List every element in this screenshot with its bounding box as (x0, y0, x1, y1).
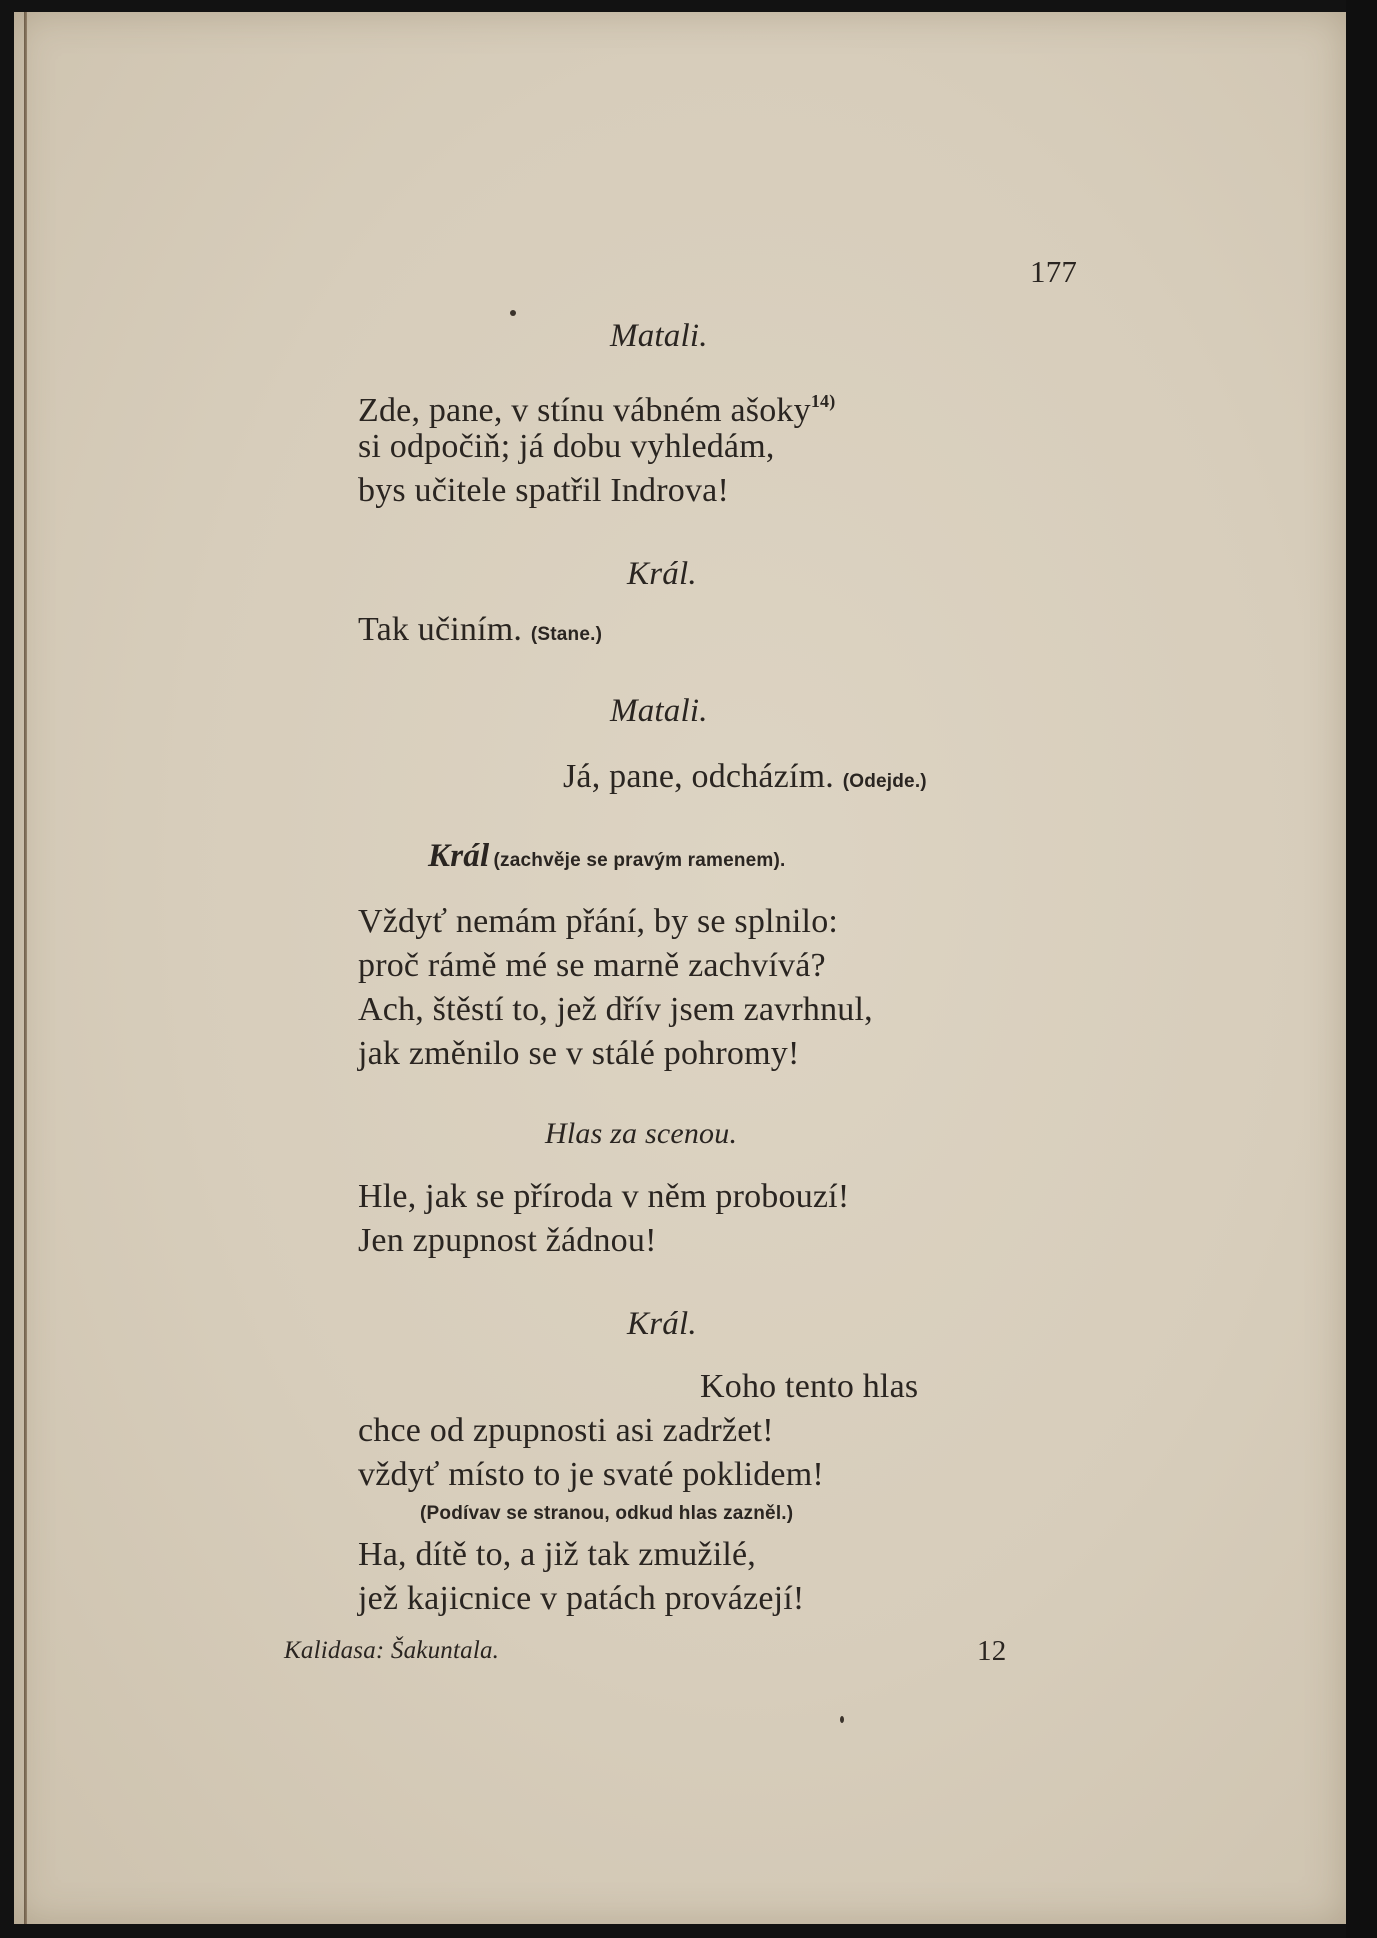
verse-line: jež kajicnice v patách provázejí! (358, 1580, 805, 1617)
stage-direction: (zachvěje se pravým ramenem). (493, 850, 786, 871)
stage-direction: (Stane.) (530, 624, 603, 645)
stage-direction: (Odejde.) (842, 771, 927, 792)
footnote-ref: 14) (810, 391, 836, 411)
verse-text: Zde, pane, v stínu vábném ašoky (358, 392, 811, 429)
verse-line: Ach, štěstí to, jež dřív jsem zavrhnul, (358, 991, 873, 1028)
verse-line: Hle, jak se příroda v něm probouzí! (358, 1178, 850, 1215)
speaker-matali: Matali. (610, 318, 708, 354)
verse-line (358, 608, 602, 656)
page-number: 177 (1030, 254, 1078, 289)
ink-speck (510, 310, 516, 316)
footer-book-title: Kalidasa: Šakuntala. (284, 1637, 500, 1664)
verse-line: Jen zpupnost žádnou! (358, 1222, 657, 1259)
speaker-kral: Král. (627, 1306, 697, 1342)
speaker-line (428, 838, 786, 875)
verse-text: Tak učiním. (358, 611, 523, 648)
verse-line: proč rámě mé se marně zachvívá? (358, 947, 826, 984)
verse-line: Vždyť nemám přání, by se splnilo: (358, 903, 839, 940)
verse-line: vždyť místo to je svaté poklidem! (358, 1456, 824, 1493)
footer-sheet-number: 12 (977, 1635, 1007, 1667)
speaker-matali: Matali. (610, 693, 708, 729)
speaker-voice-offstage: Hlas za scenou. (545, 1117, 738, 1150)
verse-line: Koho tento hlas (700, 1368, 919, 1405)
scan-edge (1346, 0, 1377, 1938)
verse-text: Já, pane, odcházím. (563, 758, 834, 795)
verse-line: chce od zpupnosti asi zadržet! (358, 1412, 774, 1449)
ink-speck (840, 1716, 844, 1723)
speaker-kral: Král (428, 838, 490, 874)
speaker-kral: Král. (627, 556, 697, 592)
verse-line: Ha, dítě to, a již tak zmužilé, (358, 1536, 756, 1573)
verse-line: si odpočiň; já dobu vyhledám, (358, 428, 775, 465)
verse-line (563, 755, 927, 803)
binding-gutter (24, 12, 27, 1924)
stage-direction: (Podívav se stranou, odkud hlas zazněl.) (420, 1503, 794, 1524)
verse-line: bys učitele spatřil Indrova! (358, 472, 729, 509)
verse-line: jak změnilo se v stálé pohromy! (358, 1035, 800, 1072)
